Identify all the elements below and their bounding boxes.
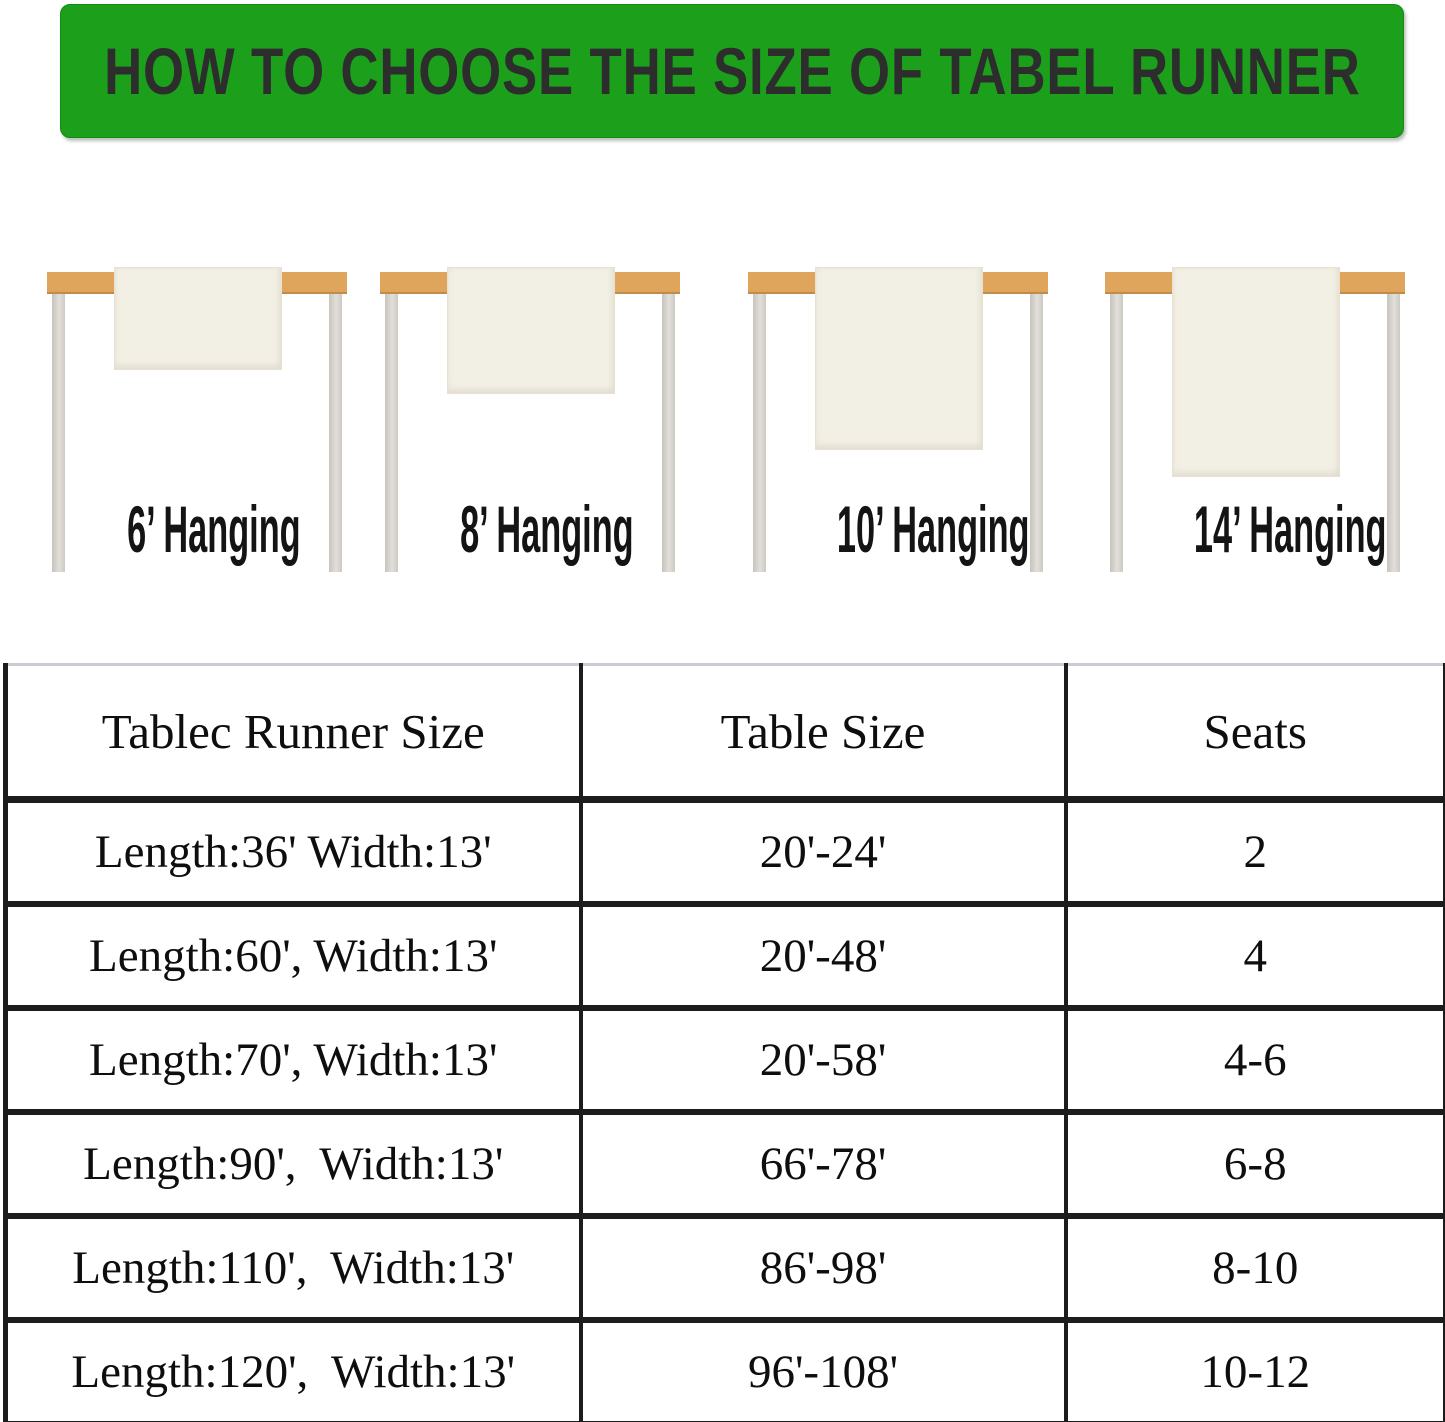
runner-illustration-6ft bbox=[114, 267, 282, 370]
column-header-table-size: Table Size bbox=[581, 665, 1066, 800]
table-diagram-14ft bbox=[1105, 267, 1405, 577]
hanging-label-10ft: 10’ Hanging bbox=[836, 492, 1030, 566]
table-body bbox=[6, 800, 1445, 1422]
seats-cell: 4-6 bbox=[1066, 1008, 1445, 1112]
runner-illustration-8ft bbox=[447, 267, 615, 394]
column-header-seats: Seats bbox=[1066, 665, 1445, 800]
runner-size-cell: Length:36' Width:13' bbox=[6, 800, 581, 905]
table-diagram-8ft bbox=[380, 267, 680, 577]
runner-illustration-10ft bbox=[815, 267, 983, 450]
runner-size-cell: Length:110', Width:13' bbox=[6, 1216, 581, 1320]
table-diagram-6ft bbox=[47, 267, 347, 577]
hanging-label-8ft: 8’ Hanging bbox=[460, 492, 634, 566]
table-row bbox=[6, 1112, 1445, 1216]
runner-size-cell: Length:60', Width:13' bbox=[6, 904, 581, 1008]
page-title: HOW TO CHOOSE THE SIZE OF TABEL RUNNER bbox=[103, 34, 1361, 108]
header-row bbox=[6, 665, 1445, 800]
table-row bbox=[6, 1320, 1445, 1422]
seats-cell: 8-10 bbox=[1066, 1216, 1445, 1320]
table-size-cell: 96'-108' bbox=[581, 1320, 1066, 1422]
title-banner bbox=[60, 4, 1404, 138]
runner-size-cell: Length:90', Width:13' bbox=[6, 1112, 581, 1216]
hanging-label-6ft: 6’ Hanging bbox=[127, 492, 301, 566]
seats-cell: 10-12 bbox=[1066, 1320, 1445, 1422]
seats-cell: 4 bbox=[1066, 904, 1445, 1008]
table-header bbox=[6, 665, 1445, 800]
runner-size-cell: Length:120', Width:13' bbox=[6, 1320, 581, 1422]
table-row bbox=[6, 904, 1445, 1008]
table-row bbox=[6, 1216, 1445, 1320]
table-size-cell: 66'-78' bbox=[581, 1112, 1066, 1216]
hanging-label-14ft: 14’ Hanging bbox=[1193, 492, 1387, 566]
table-row bbox=[6, 800, 1445, 905]
table-size-cell: 86'-98' bbox=[581, 1216, 1066, 1320]
runner-size-cell: Length:70', Width:13' bbox=[6, 1008, 581, 1112]
table-row bbox=[6, 1008, 1445, 1112]
column-header-runner-size: Tablec Runner Size bbox=[6, 665, 581, 800]
seats-cell: 2 bbox=[1066, 800, 1445, 905]
seats-cell: 6-8 bbox=[1066, 1112, 1445, 1216]
table-diagram-10ft bbox=[748, 267, 1048, 577]
size-chart-table bbox=[3, 663, 1445, 1422]
runner-illustration-14ft bbox=[1172, 267, 1340, 477]
table-size-cell: 20'-24' bbox=[581, 800, 1066, 905]
table-size-cell: 20'-48' bbox=[581, 904, 1066, 1008]
table-size-cell: 20'-58' bbox=[581, 1008, 1066, 1112]
